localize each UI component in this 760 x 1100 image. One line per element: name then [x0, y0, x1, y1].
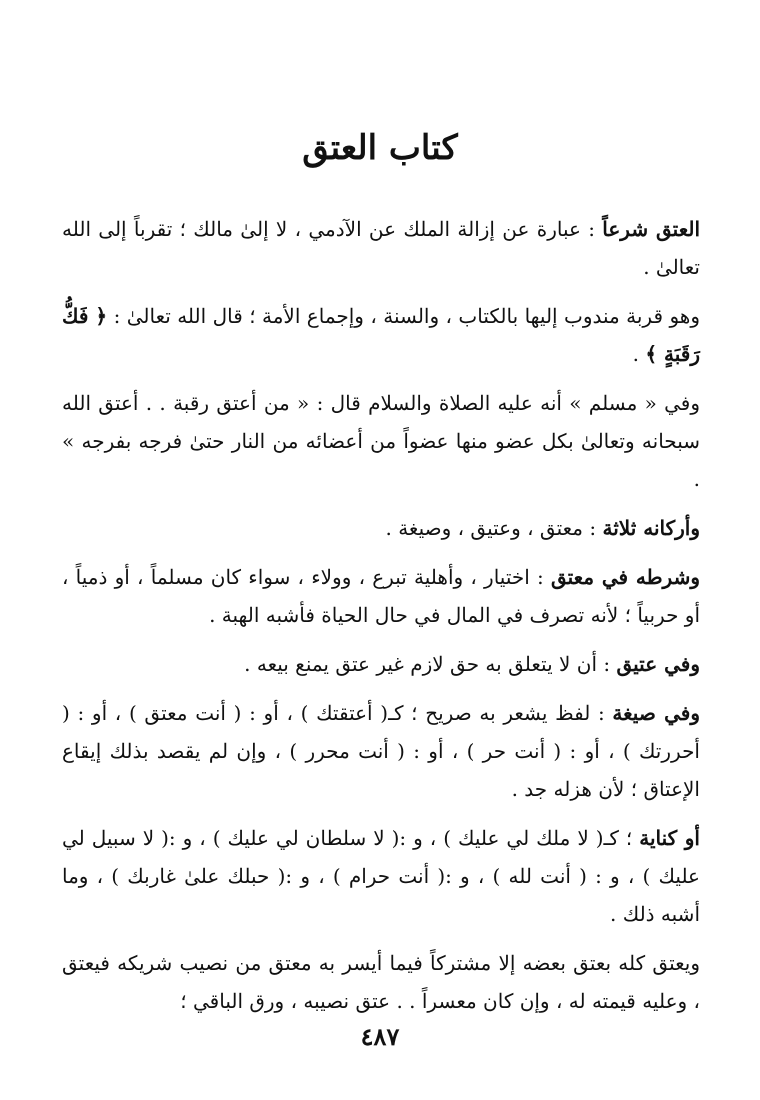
paragraph-lead: وأركانه ثلاثة: [602, 516, 700, 540]
paragraph-freer-condition: [62, 558, 700, 634]
paragraph-text: وهو قربة مندوب إليها بالكتاب ، والسنة ، وإجماع الأمة ؛ قال الله تعالىٰ :: [107, 304, 700, 328]
paragraph-hadith: [62, 384, 700, 498]
paragraph-wording: [62, 694, 700, 808]
page-body: [62, 210, 700, 1031]
paragraph-partial-freeing: [62, 944, 700, 1020]
paragraph-text: : أن لا يتعلق به حق لازم غير عتق يمنع بيعه .: [244, 652, 617, 676]
paragraph-text: ؛ كـ( لا ملك لي عليك ) ، و :( لا سلطان لي عليك ) ، و :( لا سبيل لي عليك ) ، و : ( أنت لله ) ، و :( أنت حرام ) ، و :( حبلك علىٰ غاربك ) ، وما أشبه ذلك .: [62, 826, 700, 926]
paragraph-text: : لفظ يشعر به صريح ؛ كـ( أعتقتك ) ، أو : ( أنت معتق ) ، أو : ( أحررتك ) ، أو : ( أنت حر ) ، أو : ( أنت محرر ) ، وإن لم يقصد بذلك إيقاع الإعتاق ؛ لأن هزله جد .: [62, 701, 700, 801]
paragraph-lead: وشرطه في معتق: [550, 565, 700, 589]
paragraph-tail: .: [632, 342, 646, 366]
chapter-title: كتاب العتق: [302, 128, 458, 168]
paragraph-ruling: [62, 297, 700, 373]
paragraph-definition: [62, 210, 700, 286]
paragraph-lead: أو كناية: [639, 826, 700, 850]
paragraph-text: : معتق ، وعتيق ، وصيغة .: [385, 516, 603, 540]
paragraph-lead: وفي صيغة: [612, 701, 700, 725]
quran-verse: ﴿ فَكُّ رَقَبَةٍ ﴾: [62, 304, 700, 366]
paragraph-text: وفي « مسلم » أنه عليه الصلاة والسلام قال : « من أعتق رقبة . . أعتق الله سبحانه وتعالىٰ بكل عضو منها عضواً من أعضائه من النار حتىٰ فرجه بفرجه » .: [62, 391, 700, 491]
paragraph-freed-condition: [62, 645, 700, 683]
paragraph-text: : اختيار ، وأهلية تبرع ، وولاء ، سواء كان مسلماً ، أو ذمياً ، أو حربياً ؛ لأنه تصرف في المال في حال الحياة فأشبه الهبة .: [62, 565, 700, 627]
paragraph-lead: العتق شرعاً: [602, 217, 701, 241]
page-number: ٤٨٧: [360, 1022, 400, 1051]
paragraph-text: : عبارة عن إزالة الملك عن الآدمي ، لا إلىٰ مالك ؛ تقرباً إلى الله تعالىٰ .: [62, 217, 700, 279]
paragraph-lead: وفي عتيق: [616, 652, 700, 676]
paragraph-pillars: [62, 509, 700, 547]
paragraph-text: ويعتق كله بعتق بعضه إلا مشتركاً فيما أيسر به معتق من نصيب شريكه فيعتق ، وعليه قيمته له ، وإن كان معسراً . . عتق نصيبه ، ورق الباقي ؛: [62, 951, 700, 1013]
paragraph-allusion: [62, 819, 700, 933]
